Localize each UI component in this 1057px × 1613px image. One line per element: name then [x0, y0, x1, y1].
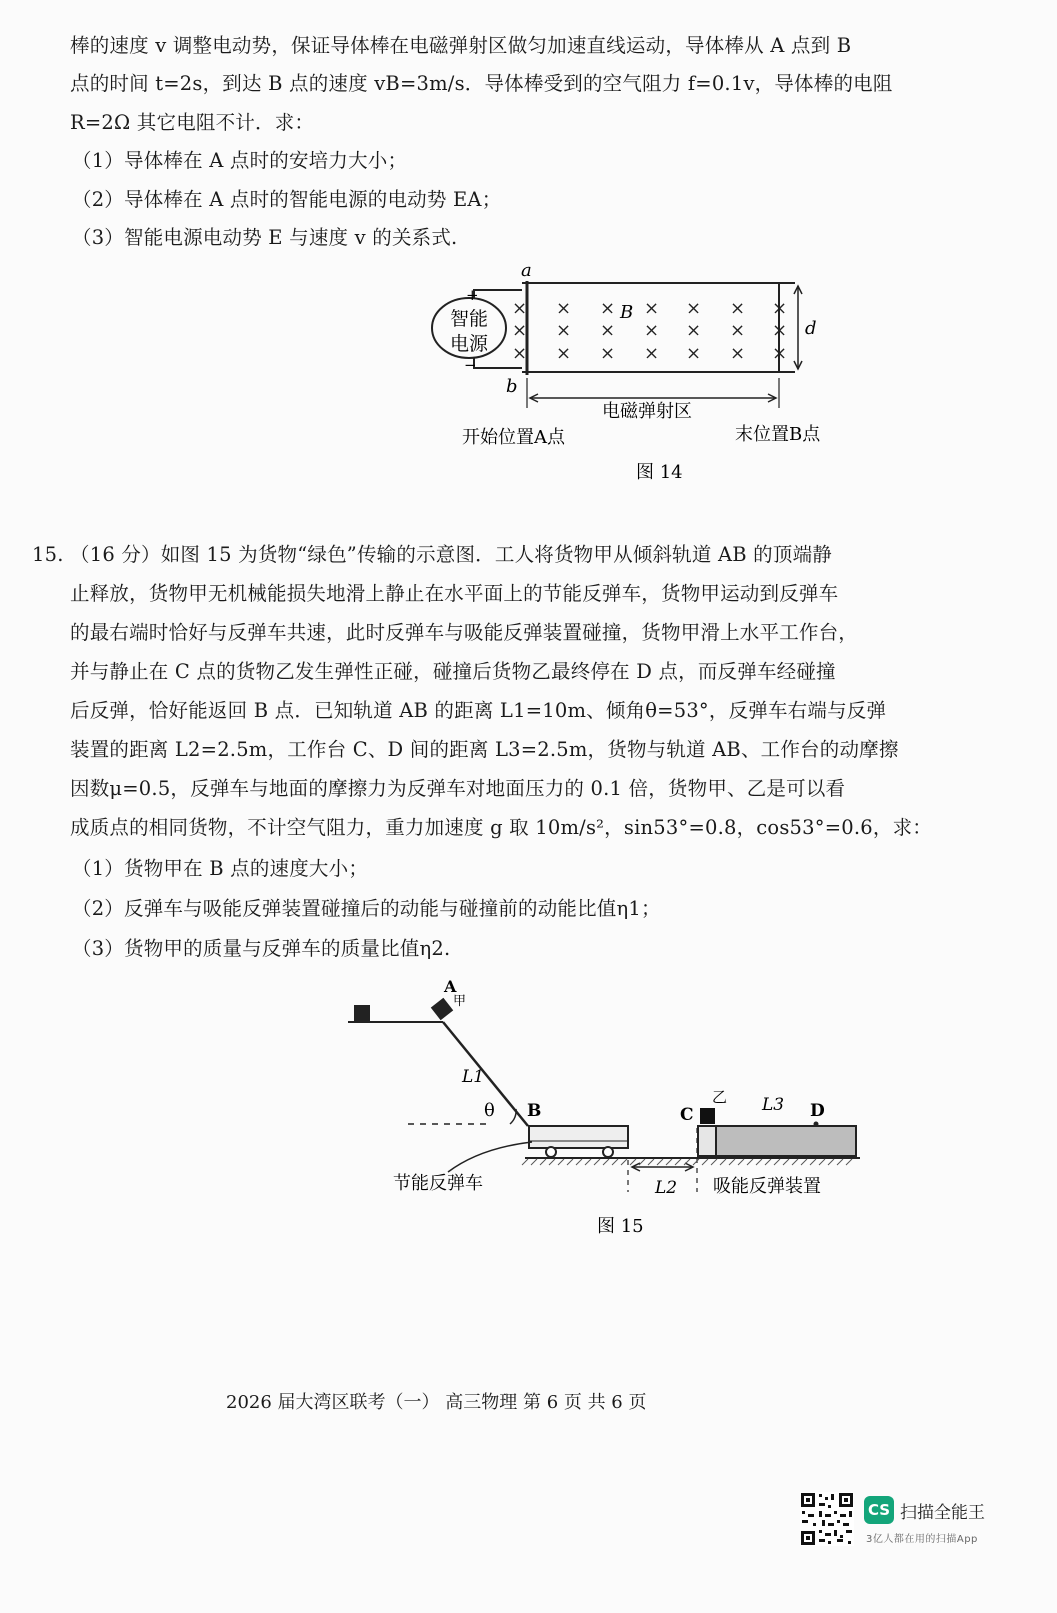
figure-14-caption: 图 14 [636, 462, 683, 483]
absorber-device [698, 1126, 716, 1156]
q15-line-6: 装置的距离 L2=2.5m，工作台 C、D 间的距离 L3=2.5m，货物与轨道 AB、工作台的动摩擦 [70, 738, 899, 761]
field-x-mark: × [600, 298, 616, 319]
worker-block [354, 1005, 370, 1021]
ground-hatch [657, 1159, 663, 1165]
point-D [814, 1122, 819, 1127]
ground-hatch [621, 1159, 627, 1165]
field-x-mark: × [730, 320, 746, 341]
label-b: b [506, 376, 518, 397]
minus-sign: − [464, 356, 477, 374]
label-D: D [810, 1101, 825, 1121]
cart-wheel-right [603, 1147, 613, 1157]
q15-sub-1: （1）货物甲在 B 点的速度大小； [72, 857, 369, 880]
region-label: 电磁弹射区 [602, 401, 692, 422]
field-x-mark: × [772, 298, 788, 319]
ground-hatch [756, 1159, 762, 1165]
ground-hatch [666, 1159, 672, 1165]
qr-code [800, 1492, 854, 1546]
ground-hatch [630, 1159, 636, 1165]
plus-sign: + [466, 286, 479, 304]
ground-hatch [558, 1159, 564, 1165]
ground-hatch [765, 1159, 771, 1165]
ground-hatch [585, 1159, 591, 1165]
field-x-mark: × [600, 320, 616, 341]
ground-hatch [594, 1159, 600, 1165]
field-x-mark: × [730, 343, 746, 364]
label-L2: L2 [655, 1178, 678, 1198]
ground-hatch [738, 1159, 744, 1165]
source-label-top: 智能 [450, 308, 489, 330]
field-x-mark: × [556, 298, 572, 319]
q15-line-7: 因数μ=0.5，反弹车与地面的摩擦力为反弹车对地面压力的 0.1 倍，货物甲、乙是可以看 [70, 777, 846, 800]
page-footer: 2026 届大湾区联考（一） 高三物理 第 6 页 共 6 页 [226, 1392, 647, 1413]
cs-logo: CS [864, 1496, 894, 1524]
ground-hatch [675, 1159, 681, 1165]
ground-hatch [774, 1159, 780, 1165]
field-x-mark: × [686, 298, 702, 319]
label-L1: L1 [462, 1067, 485, 1087]
label-yi: 乙 [712, 1088, 728, 1106]
field-x-mark: × [772, 343, 788, 364]
cargo-jia [431, 998, 453, 1020]
ground-hatch [747, 1159, 753, 1165]
scanner-app-name: 扫描全能王 [900, 1503, 985, 1523]
field-x-mark: × [772, 320, 788, 341]
q15-line-2: 止释放，货物甲无机械能损失地滑上静止在水平面上的节能反弹车，货物甲运动到反弹车 [70, 582, 839, 605]
q15-line-8: 成质点的相同货物，不计空气阻力，重力加速度 g 取 10m/s²，sin53°=0.8，cos53°=0.6，求： [70, 816, 932, 839]
cargo-yi [700, 1108, 715, 1124]
q14-line-3: R=2Ω 其它电阻不计．求： [70, 111, 315, 134]
ground-hatch [549, 1159, 555, 1165]
q15-sub-3: （3）货物甲的质量与反弹车的质量比值η2. [72, 937, 451, 960]
ground-hatch [846, 1159, 852, 1165]
worktable [716, 1126, 856, 1156]
field-x-mark: × [686, 320, 702, 341]
q14-sub-2: （2）导体棒在 A 点时的智能电源的电动势 EA； [72, 188, 502, 211]
q14-line-2: 点的时间 t=2s，到达 B 点的速度 vB=3m/s．导体棒受到的空气阻力 f=0.1v，导体棒的电阻 [70, 72, 893, 95]
ground-hatch [648, 1159, 654, 1165]
field-x-mark: × [556, 343, 572, 364]
ground-hatch [603, 1159, 609, 1165]
label-jia: 甲 [453, 994, 467, 1009]
label-d: d [805, 318, 817, 339]
q14-sub-1: （1）导体棒在 A 点时的安培力大小； [72, 149, 408, 172]
q15-line-4: 并与静止在 C 点的货物乙发生弹性正碰，碰撞后货物乙最终停在 D 点，而反弹车经碰撞 [70, 660, 836, 683]
ground-hatch [837, 1159, 843, 1165]
field-x-mark: × [512, 320, 528, 341]
ground-hatch [783, 1159, 789, 1165]
scanner-tagline: 3亿人都在用的扫描App [866, 1534, 978, 1545]
end-label: 末位置B点 [735, 424, 821, 445]
label-theta: θ [484, 1100, 495, 1121]
label-field-B: B [620, 302, 634, 323]
field-x-mark: × [556, 320, 572, 341]
cart-wheel-left [546, 1147, 556, 1157]
ground-hatch [810, 1159, 816, 1165]
ground-hatch [711, 1159, 717, 1165]
ground-hatch [531, 1159, 537, 1165]
cart-label: 节能反弹车 [393, 1173, 483, 1194]
ground-hatch [540, 1159, 546, 1165]
device-label: 吸能反弹装置 [713, 1176, 821, 1197]
field-x-mark: × [644, 320, 660, 341]
start-label: 开始位置A点 [462, 427, 565, 448]
source-label-bottom: 电源 [450, 333, 489, 355]
ground-hatch [522, 1159, 528, 1165]
field-x-mark: × [600, 343, 616, 364]
label-A: A [444, 977, 457, 996]
field-x-mark: × [644, 298, 660, 319]
label-a: a [521, 260, 532, 281]
label-L3: L3 [762, 1095, 785, 1115]
ground-hatch [567, 1159, 573, 1165]
q15-sub-2: （2）反弹车与吸能反弹装置碰撞后的动能与碰撞前的动能比值η1； [72, 897, 661, 920]
q15-line-3: 的最右端时恰好与反弹车共速，此时反弹车与吸能反弹装置碰撞，货物甲滑上水平工作台， [70, 621, 859, 644]
scanner-watermark [800, 1492, 1040, 1562]
field-x-mark: × [686, 343, 702, 364]
ground-hatch [819, 1159, 825, 1165]
field-x-mark: × [512, 298, 528, 319]
rebound-cart [529, 1126, 628, 1148]
q14-line-1: 棒的速度 v 调整电动势，保证导体棒在电磁弹射区做匀加速直线运动，导体棒从 A 点到 B [70, 34, 852, 57]
field-x-mark: × [512, 343, 528, 364]
ground-hatch [639, 1159, 645, 1165]
q15-line-1: 15. （16 分）如图 15 为货物“绿色”传输的示意图．工人将货物甲从倾斜轨道 AB 的顶端静 [32, 543, 832, 566]
figure-15-caption: 图 15 [597, 1216, 644, 1237]
q14-sub-3: （3）智能电源电动势 E 与速度 v 的关系式. [72, 226, 458, 249]
label-C: C [680, 1105, 694, 1125]
ground-hatch [693, 1159, 699, 1165]
q15-line-5: 后反弹，恰好能返回 B 点．已知轨道 AB 的距离 L1=10m、倾角θ=53°，反弹车右端与反弹 [70, 699, 887, 722]
ground-hatch [576, 1159, 582, 1165]
ground-hatch [702, 1159, 708, 1165]
field-x-mark: × [644, 343, 660, 364]
ground-hatch [612, 1159, 618, 1165]
ground-hatch [720, 1159, 726, 1165]
ground-hatch [801, 1159, 807, 1165]
label-B: B [527, 1101, 542, 1121]
ground-hatch [828, 1159, 834, 1165]
ground-hatch [729, 1159, 735, 1165]
ground-hatch [792, 1159, 798, 1165]
field-x-mark: × [730, 298, 746, 319]
